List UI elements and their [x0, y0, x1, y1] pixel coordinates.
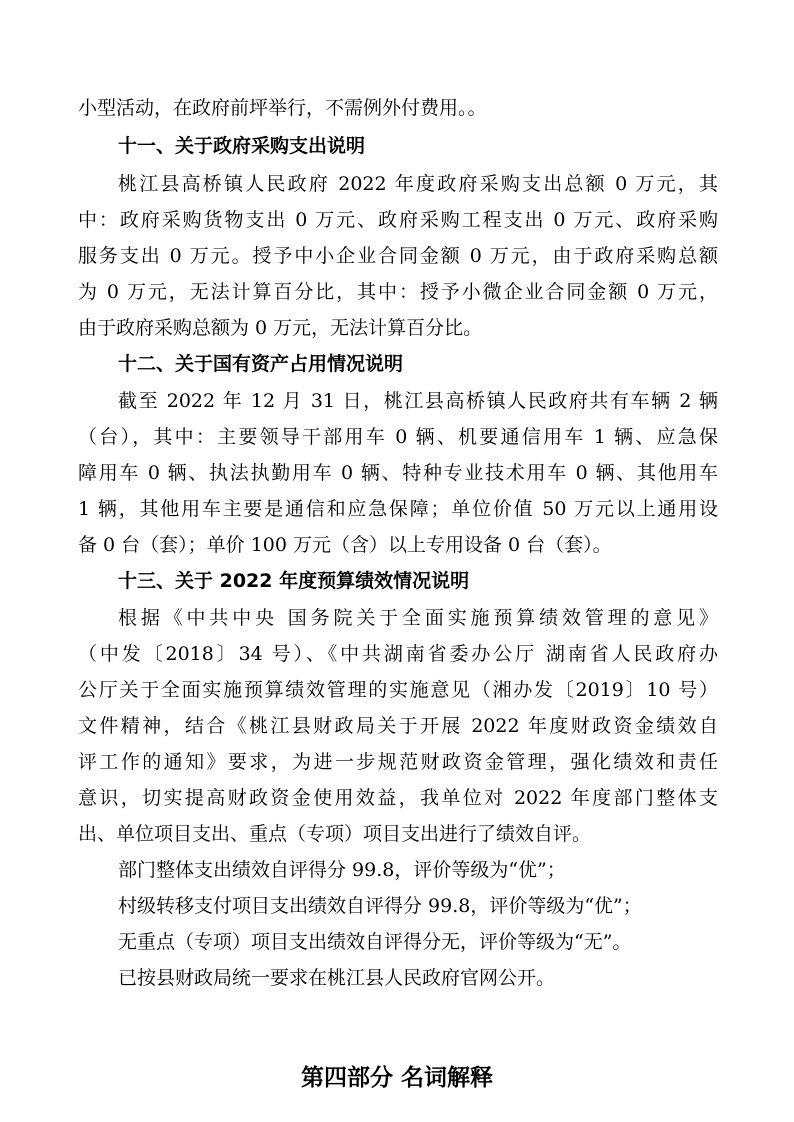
section-13-line-4: 文件精神，结合《桃江县财政局关于开展 2022 年度财政资金绩效自 [78, 715, 718, 737]
section-11-line-5: 由于政府采购总额为 0 万元，无法计算百分比。 [78, 317, 483, 339]
section-11-line-2: 中：政府采购货物支出 0 万元、政府采购工程支出 0 万元、政府采购 [78, 209, 718, 231]
section-12-line-5: 备 0 台（套）；单价 100 万元（含）以上专用设备 0 台（套）。 [78, 534, 612, 556]
section-12-heading: 十二、关于国有资产占用情况说明 [118, 353, 404, 375]
section-12-line-2: （台），其中：主要领导干部用车 0 辆、机要通信用车 1 辆、应急保 [78, 426, 718, 448]
section-13-line-6: 意识，切实提高财政资金使用效益，我单位对 2022 年度部门整体支 [78, 787, 718, 809]
section-13-line-2: （中发〔2018〕34 号）、《中共湖南省委办公厅 湖南省人民政府办 [78, 643, 718, 665]
section-11-line-1: 桃江县高桥镇人民政府 2022 年度政府采购支出总额 0 万元，其 [118, 173, 718, 195]
section-13-line-5: 评工作的通知》要求，为进一步规范财政资金管理，强化绩效和责任 [78, 751, 718, 773]
section-13-line-10: 无重点（专项）项目支出绩效自评得分无，评价等级为“无”。 [118, 931, 632, 953]
section-13-heading: 十三、关于 2022 年度预算绩效情况说明 [118, 570, 470, 592]
section-13-line-1: 根据《中共中央 国务院关于全面实施预算绩效管理的意见》 [118, 607, 718, 629]
section-12-line-1: 截至 2022 年 12 月 31 日，桃江县高桥镇人民政府共有车辆 2 辆 [118, 390, 718, 412]
section-11-heading: 十一、关于政府采购支出说明 [118, 135, 366, 157]
intro-line: 小型活动，在政府前坪举行，不需例外付费用。。 [78, 97, 487, 119]
section-13-line-9: 村级转移支付项目支出绩效自评得分 99.8，评价等级为“优”； [118, 895, 642, 917]
section-11-line-4: 为 0 万元，无法计算百分比，其中：授予小微企业合同金额 0 万元， [78, 281, 718, 303]
section-12-line-3: 障用车 0 辆、执法执勤用车 0 辆、特种专业技术用车 0 辆、其他用车 [78, 462, 718, 484]
section-11-line-3: 服务支出 0 万元。授予中小企业合同金额 0 万元，由于政府采购总额 [78, 245, 718, 267]
section-12-line-4: 1 辆，其他用车主要是通信和应急保障；单位价值 50 万元以上通用设 [78, 498, 718, 520]
section-13-line-8: 部门整体支出绩效自评得分 99.8，评价等级为“优”； [118, 859, 566, 881]
section-13-line-11: 已按县财政局统一要求在桃江县人民政府官网公开。 [118, 967, 556, 989]
section-13-line-7: 出、单位项目支出、重点（专项）项目支出进行了绩效自评。 [78, 823, 592, 845]
part-4-title: 第四部分 名词解释 [300, 1065, 493, 1091]
section-13-line-3: 公厅关于全面实施预算绩效管理的实施意见（湘办发〔2019〕10 号） [78, 679, 718, 701]
